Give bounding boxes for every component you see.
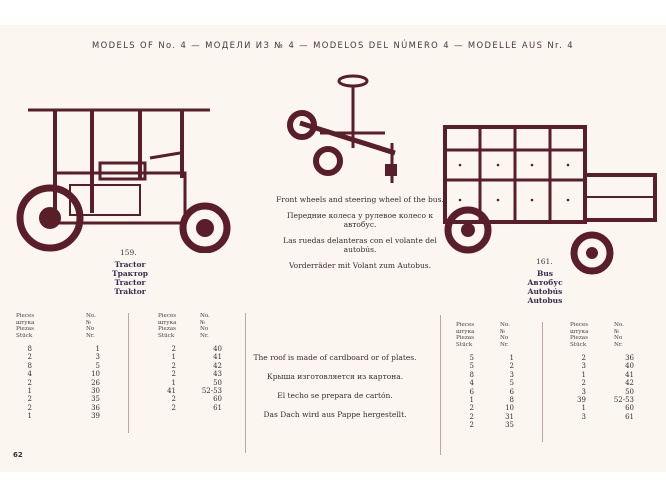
bus-t2-no-head: No. № No Nr. xyxy=(614,322,624,348)
table-cell: 1 xyxy=(581,404,586,413)
catalog-page xyxy=(0,25,666,472)
table-cell: 36 xyxy=(625,354,634,362)
table-cell: 36 xyxy=(91,403,100,412)
table-cell: 1 xyxy=(581,370,586,379)
tractor-name-es: Tractor xyxy=(114,278,146,287)
tractor-name-ru: Трактор xyxy=(112,269,148,278)
wheels-caption-de: Vorderräder mit Volant zum Autobus. xyxy=(288,260,432,270)
tractor-names xyxy=(95,260,165,296)
bus-t1-pieces-head: Pieces штука Piezas Stück xyxy=(456,322,475,348)
table-cell: 35 xyxy=(505,421,514,430)
table-cell: 1 xyxy=(509,354,514,362)
table-cell: 40 xyxy=(213,345,222,353)
table-cell: 1 xyxy=(469,396,474,405)
table-cell: 2 xyxy=(27,403,32,412)
table-cell: 60 xyxy=(625,404,634,413)
table-cell: 1 xyxy=(27,412,32,421)
table-cell: 1 xyxy=(27,387,32,396)
table-cell: 1 xyxy=(171,378,176,387)
tractor-name-de: Traktor xyxy=(114,287,146,296)
wheels-caption xyxy=(270,195,450,276)
wheels-caption-en: Front wheels and steering wheel of the bus. xyxy=(276,195,444,204)
table-cell: 3 xyxy=(581,387,586,396)
roof-note-en: The roof is made of cardboard or of plates. xyxy=(253,353,417,362)
bus-names xyxy=(510,269,580,305)
page-number: 62 xyxy=(13,451,23,459)
table-cell: 2 xyxy=(581,354,586,362)
table-cell: 2 xyxy=(509,362,514,371)
bus-t1-no-head: No. № No Nr. xyxy=(500,322,510,348)
table-cell: 26 xyxy=(91,378,100,387)
table-cell: 2 xyxy=(469,421,474,430)
bus-t1-pieces xyxy=(456,354,474,430)
table-cell: 8 xyxy=(27,345,32,353)
bus-t1-nos xyxy=(496,354,514,430)
table-cell: 43 xyxy=(213,370,222,379)
tractor-t1-nos xyxy=(82,345,100,421)
bus-name-es: Autobús xyxy=(527,287,563,296)
bus-name-ru: Автобус xyxy=(527,278,563,287)
tractor-t2-pieces xyxy=(158,345,176,412)
table-cell: 2 xyxy=(171,361,176,370)
tractor-t1-pieces-head: Pieces штука Piezas Stück xyxy=(16,313,35,339)
table-cell: 41 xyxy=(625,370,634,379)
tractor-illustration xyxy=(10,103,245,253)
table-cell: 52-53 xyxy=(201,387,222,396)
table-cell: 60 xyxy=(213,395,222,404)
page-header: MODELS OF No. 4 — МОДЕЛИ ИЗ № 4 — MODELOS DEL NÚMERO 4 — MODELLE AUS Nr. 4 xyxy=(92,40,574,50)
bus-name-de: Autobus xyxy=(527,296,563,305)
table-cell: 5 xyxy=(509,379,514,388)
tractor-name-en: Tractor xyxy=(114,260,146,269)
table-cell: 61 xyxy=(213,403,222,412)
bus-name-en: Bus xyxy=(536,269,553,278)
bus-t2-pieces xyxy=(568,354,586,421)
tractor-t2-nos xyxy=(196,345,222,412)
roof-note-de: Das Dach wird aus Pappe hergestellt. xyxy=(263,410,407,419)
front-wheels-illustration xyxy=(280,73,420,198)
right-section-divider xyxy=(440,315,441,455)
table-cell: 41 xyxy=(213,353,222,362)
table-cell: 5 xyxy=(469,362,474,371)
table-cell: 4 xyxy=(27,370,32,379)
table-cell: 10 xyxy=(91,370,100,379)
table-cell: 2 xyxy=(171,370,176,379)
table-cell: 42 xyxy=(625,379,634,388)
tractor-t2-pieces-head: Pieces штука Piezas Stück xyxy=(158,313,177,339)
table-cell: 2 xyxy=(469,404,474,413)
table-cell: 31 xyxy=(505,412,514,421)
bus-illustration xyxy=(440,125,662,275)
roof-note-es: El techo se prepara de cartón. xyxy=(277,391,393,400)
table-cell: 39 xyxy=(577,396,586,405)
table-cell: 1 xyxy=(171,353,176,362)
table-cell: 2 xyxy=(171,395,176,404)
table-cell: 2 xyxy=(171,345,176,353)
table-cell: 30 xyxy=(91,387,100,396)
table-cell: 2 xyxy=(171,403,176,412)
table-cell: 41 xyxy=(167,387,176,396)
tractor-table-divider xyxy=(128,313,129,433)
table-cell: 5 xyxy=(95,361,100,370)
bus-table-divider xyxy=(542,322,543,442)
table-cell: 8 xyxy=(469,370,474,379)
roof-note xyxy=(240,353,430,429)
table-cell: 3 xyxy=(581,412,586,421)
table-cell: 10 xyxy=(505,404,514,413)
table-cell: 5 xyxy=(469,354,474,362)
table-cell: 3 xyxy=(95,353,100,362)
table-cell: 40 xyxy=(625,362,634,371)
bus-t2-pieces-head: Pieces штука Piezas Stück xyxy=(570,322,589,348)
tractor-t1-no-head: No. № No Nr. xyxy=(86,313,96,339)
table-cell: 2 xyxy=(469,412,474,421)
table-cell: 2 xyxy=(27,395,32,404)
tractor-model-number: 159. xyxy=(120,248,137,257)
bus-t2-nos xyxy=(608,354,634,421)
tractor-t1-pieces xyxy=(16,345,32,421)
table-cell: 2 xyxy=(581,379,586,388)
table-cell: 3 xyxy=(581,362,586,371)
table-cell: 61 xyxy=(625,412,634,421)
table-cell: 3 xyxy=(509,370,514,379)
table-cell: 2 xyxy=(27,353,32,362)
tractor-t2-no-head: No. № No Nr. xyxy=(200,313,210,339)
table-cell: 52-53 xyxy=(613,396,634,405)
wheels-caption-ru: Передние колеса у рулевое колесо к автобус. xyxy=(286,210,434,229)
table-cell: 8 xyxy=(27,361,32,370)
table-cell: 1 xyxy=(95,345,100,353)
bus-model-number: 161. xyxy=(536,257,553,266)
table-cell: 42 xyxy=(213,361,222,370)
table-cell: 39 xyxy=(91,412,100,421)
roof-note-ru: Крыша изготовляется из картона. xyxy=(266,372,404,381)
table-cell: 4 xyxy=(469,379,474,388)
table-cell: 50 xyxy=(625,387,634,396)
table-cell: 6 xyxy=(509,387,514,396)
table-cell: 35 xyxy=(91,395,100,404)
table-cell: 6 xyxy=(469,387,474,396)
table-cell: 8 xyxy=(509,396,514,405)
table-cell: 2 xyxy=(27,378,32,387)
wheels-caption-es: Las ruedas delanteras con el volante del autobús. xyxy=(283,235,437,254)
table-cell: 50 xyxy=(213,378,222,387)
